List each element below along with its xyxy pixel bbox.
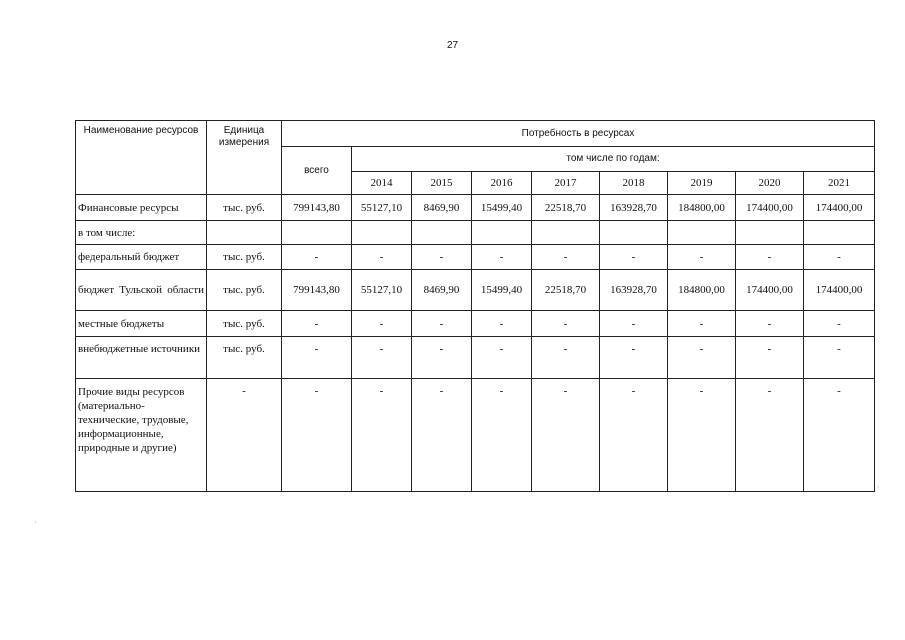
row-year-value: - — [668, 245, 736, 270]
row-year-value: 174400,00 — [736, 270, 804, 311]
row-name: федеральный бюджет — [76, 245, 207, 270]
row-year-value: 22518,70 — [532, 195, 600, 221]
row-year-value — [532, 221, 600, 245]
table-row — [76, 379, 875, 492]
header-total-column: всего — [282, 147, 352, 195]
row-name: внебюджетные источники — [76, 337, 207, 379]
row-year-value: - — [804, 379, 875, 492]
row-year-value: 15499,40 — [472, 195, 532, 221]
row-total: - — [282, 337, 352, 379]
row-year-value: - — [668, 311, 736, 337]
table-row — [76, 245, 875, 270]
row-year-value: - — [472, 337, 532, 379]
header-year: 2014 — [352, 172, 412, 195]
header-need-group: Потребность в ресурсах — [282, 121, 875, 147]
row-year-value: - — [412, 311, 472, 337]
row-year-value: 184800,00 — [668, 270, 736, 311]
row-year-value: - — [472, 311, 532, 337]
row-year-value: - — [736, 311, 804, 337]
row-year-value: - — [412, 379, 472, 492]
header-year: 2019 — [668, 172, 736, 195]
row-year-value: 163928,70 — [600, 195, 668, 221]
row-year-value: - — [352, 245, 412, 270]
row-year-value: 15499,40 — [472, 270, 532, 311]
table-row — [76, 270, 875, 311]
row-year-value — [472, 221, 532, 245]
row-year-value: 163928,70 — [600, 270, 668, 311]
row-year-value: - — [736, 245, 804, 270]
row-total: - — [282, 311, 352, 337]
table-row — [76, 311, 875, 337]
row-unit: тыс. руб. — [207, 270, 282, 311]
row-year-value: - — [804, 311, 875, 337]
row-name: в том числе: — [76, 221, 207, 245]
header-year: 2018 — [600, 172, 668, 195]
header-year: 2020 — [736, 172, 804, 195]
row-name: местные бюджеты — [76, 311, 207, 337]
row-year-value: - — [532, 245, 600, 270]
header-name-column: Наименование ресурсов — [76, 121, 207, 195]
row-year-value: - — [668, 379, 736, 492]
row-year-value: - — [532, 379, 600, 492]
header-unit-column: Единица измерения — [207, 121, 282, 195]
row-total: 799143,80 — [282, 195, 352, 221]
row-name: бюджет Тульской области — [76, 270, 207, 311]
header-year: 2017 — [532, 172, 600, 195]
row-year-value — [600, 221, 668, 245]
row-year-value: - — [412, 245, 472, 270]
resource-needs-table — [75, 120, 875, 492]
header-year: 2015 — [412, 172, 472, 195]
table-row — [76, 195, 875, 221]
row-year-value: - — [352, 379, 412, 492]
row-total — [282, 221, 352, 245]
row-year-value: 8469,90 — [412, 195, 472, 221]
row-year-value: - — [804, 245, 875, 270]
row-year-value: - — [736, 379, 804, 492]
row-year-value: - — [412, 337, 472, 379]
row-year-value: 174400,00 — [804, 270, 875, 311]
row-year-value: - — [352, 337, 412, 379]
row-year-value: - — [600, 245, 668, 270]
row-year-value: - — [472, 245, 532, 270]
row-year-value: - — [804, 337, 875, 379]
row-unit: тыс. руб. — [207, 245, 282, 270]
row-year-value: - — [532, 337, 600, 379]
row-unit: тыс. руб. — [207, 195, 282, 221]
row-name: Прочие виды ресурсов (материально-технические, трудовые, информационные, природные и другие) — [76, 379, 207, 492]
row-year-value: - — [472, 379, 532, 492]
row-year-value: - — [532, 311, 600, 337]
scan-speck: · — [877, 483, 880, 492]
row-year-value: - — [352, 311, 412, 337]
header-year: 2016 — [472, 172, 532, 195]
row-year-value: 55127,10 — [352, 270, 412, 311]
header-by-year-group: том числе по годам: — [352, 147, 875, 172]
row-total: - — [282, 245, 352, 270]
row-year-value — [668, 221, 736, 245]
row-unit: тыс. руб. — [207, 311, 282, 337]
row-year-value: - — [600, 311, 668, 337]
row-year-value: 174400,00 — [736, 195, 804, 221]
row-year-value: - — [600, 337, 668, 379]
row-year-value: 184800,00 — [668, 195, 736, 221]
scan-speck: · — [34, 518, 37, 527]
table-row — [76, 221, 875, 245]
row-year-value: 174400,00 — [804, 195, 875, 221]
row-name: Финансовые ресурсы — [76, 195, 207, 221]
page-number: 27 — [446, 40, 459, 51]
row-year-value — [412, 221, 472, 245]
row-unit: тыс. руб. — [207, 337, 282, 379]
row-unit — [207, 221, 282, 245]
row-year-value: 55127,10 — [352, 195, 412, 221]
header-year: 2021 — [804, 172, 875, 195]
table-row — [76, 337, 875, 379]
row-total: - — [282, 379, 352, 492]
row-year-value: 8469,90 — [412, 270, 472, 311]
row-total: 799143,80 — [282, 270, 352, 311]
row-year-value: - — [668, 337, 736, 379]
row-year-value — [804, 221, 875, 245]
row-year-value — [736, 221, 804, 245]
row-year-value — [352, 221, 412, 245]
row-year-value: 22518,70 — [532, 270, 600, 311]
row-year-value: - — [600, 379, 668, 492]
row-unit: - — [207, 379, 282, 492]
row-year-value: - — [736, 337, 804, 379]
